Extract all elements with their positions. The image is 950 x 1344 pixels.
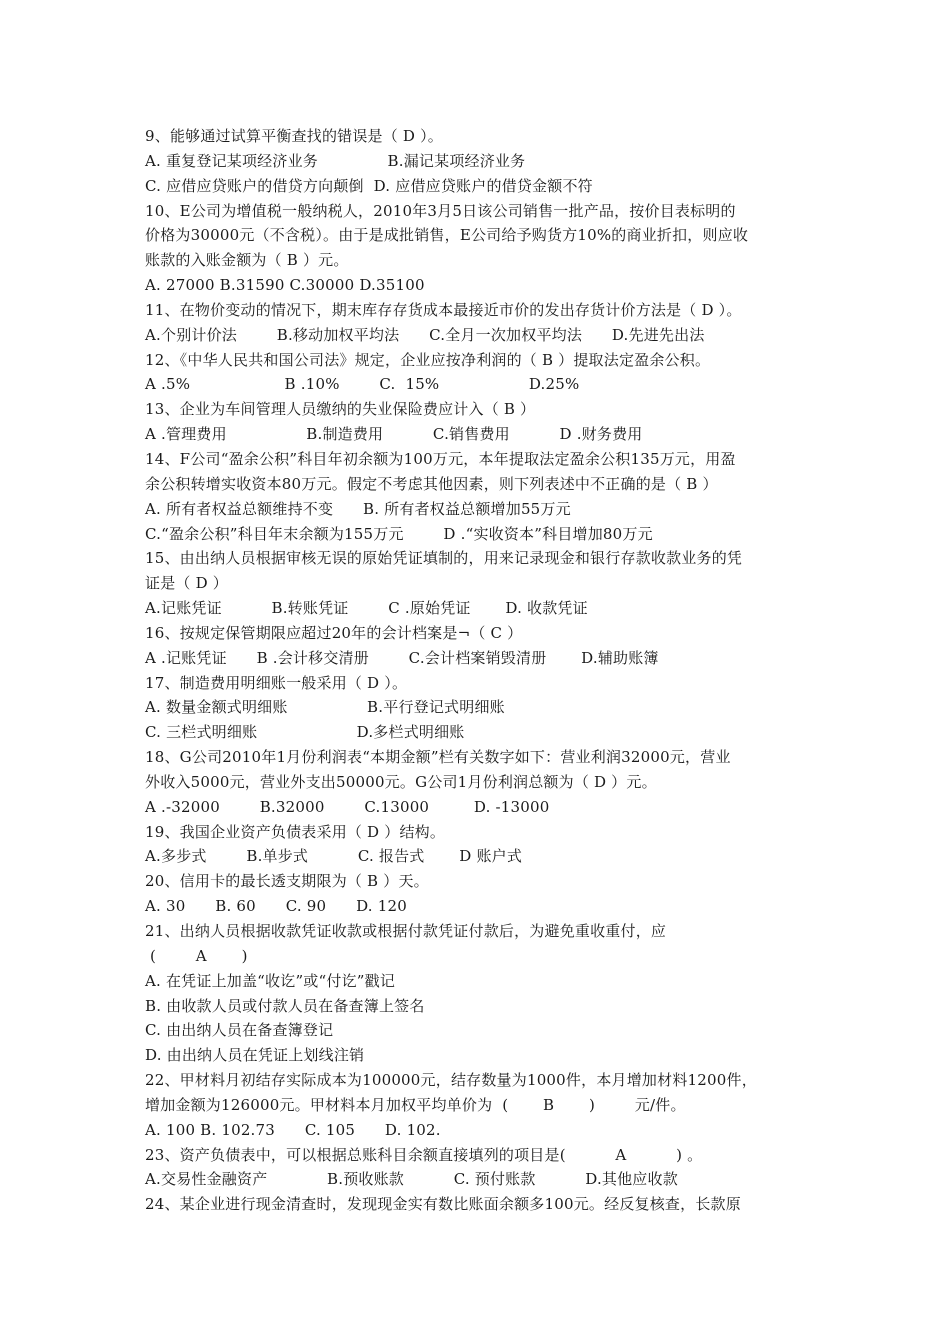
text-line: ( A )	[145, 946, 248, 965]
text-line: 11、在物价变动的情况下，期末库存存货成本最接近市价的发出存货计价方法是（ D ）。	[145, 300, 742, 319]
text-line: 14、F公司“盈余公积”科目年初余额为100万元，本年提取法定盈余公积135万元，用盈	[145, 449, 736, 468]
text-line: 证是（ D ）	[145, 574, 228, 593]
text-line: A.交易性金融资产 B.预收账款 C. 预付账款 D.其他应收款	[145, 1170, 678, 1189]
text-line: 13、企业为车间管理人员缴纳的失业保险费应计入（ B ）	[145, 400, 536, 419]
text-line: A. 重复登记某项经济业务 B.漏记某项经济业务	[145, 151, 526, 170]
text-line: 9、能够通过试算平衡查找的错误是（ D ）。	[145, 127, 444, 145]
text-line: A. 27000 B.31590 C.30000 D.35100	[145, 276, 425, 295]
text-line: 价格为30000元（不含税）。由于是成批销售，E公司给予购货方10%的商业折扣，则应收	[145, 226, 749, 245]
text-line: A. 数量金额式明细账 B.平行登记式明细账	[145, 698, 505, 717]
text-line: 12、《中华人民共和国公司法》规定，企业应按净利润的（ B ）提取法定盈余公积。	[145, 350, 711, 369]
text-line: A. 在凭证上加盖“收讫”或“付讫”戳记	[145, 971, 396, 990]
text-line: A.记账凭证 B.转账凭证 C .原始凭证 D. 收款凭证	[145, 599, 588, 618]
text-line: C. 应借应贷账户的借贷方向颠倒 D. 应借应贷账户的借贷金额不符	[145, 176, 593, 195]
text-line: B. 由收款人员或付款人员在备查簿上签名	[145, 996, 425, 1015]
text-line: 10、E公司为增值税一般纳税人，2010年3月5日该公司销售一批产品，按价目表标明的	[145, 201, 736, 220]
text-line: A .记账凭证 B .会计移交清册 C.会计档案销毁清册 D.辅助账簿	[145, 648, 659, 667]
text-line: 20、信用卡的最长透支期限为（ B ）天。	[145, 872, 429, 891]
text-line: 16、按规定保管期限应超过20年的会计档案是¬（ C ）	[145, 623, 523, 642]
text-line: 24、某企业进行现金清查时，发现现金实有数比账面余额多100元。经反复核查，长款原	[145, 1195, 741, 1214]
text-line: 15、由出纳人员根据审核无误的原始凭证填制的，用来记录现金和银行存款收款业务的凭	[145, 549, 743, 568]
text-line: 增加金额为126000元。甲材料本月加权平均单价为 ( B ) 元/件。	[145, 1095, 686, 1114]
text-line: 余公积转增实收资本80万元。假定不考虑其他因素，则下列表述中不正确的是（ B ）	[145, 474, 718, 493]
text-line: 22、甲材料月初结存实际成本为100000元，结存数量为1000件，本月增加材料1200件，	[145, 1071, 757, 1090]
text-line: A.多步式 B.单步式 C. 报告式 D 账户式	[145, 847, 523, 866]
text-line: 外收入5000元，营业外支出50000元。G公司1月份利润总额为（ D ）元。	[145, 772, 657, 791]
text-line: A .管理费用 B.制造费用 C.销售费用 D .财务费用	[145, 425, 643, 444]
text-line: C.“盈余公积”科目年末余额为155万元 D .“实收资本”科目增加80万元	[145, 524, 653, 543]
text-line: A.个别计价法 B.移动加权平均法 C.全月一次加权平均法 D.先进先出法	[145, 325, 705, 344]
exam-questions	[145, 124, 825, 1217]
text-line: A .5% B .10% C. 15% D.25%	[145, 375, 580, 394]
text-line: D. 由出纳人员在凭证上划线注销	[145, 1046, 365, 1065]
text-line: A. 所有者权益总额维持不变 B. 所有者权益总额增加55万元	[145, 499, 571, 518]
text-line: A. 30 B. 60 C. 90 D. 120	[145, 897, 407, 916]
text-line: 23、资产负债表中，可以根据总账科目余额直接填列的项目是( A ) 。	[145, 1145, 703, 1164]
text-line: 21、出纳人员根据收款凭证收款或根据付款凭证付款后，为避免重收重付，应	[145, 922, 667, 940]
text-line: 19、我国企业资产负债表采用（ D ）结构。	[145, 822, 446, 841]
text-line: A .-32000 B.32000 C.13000 D. -13000	[145, 797, 550, 816]
text-line: C. 三栏式明细账 D.多栏式明细账	[145, 723, 465, 742]
text-line: C. 由出纳人员在备查簿登记	[145, 1021, 334, 1040]
text-line: 18、G公司2010年1月份利润表“本期金额”栏有关数字如下：营业利润32000元，营业	[145, 748, 731, 767]
text-line: 17、制造费用明细账一般采用（ D ）。	[145, 673, 408, 692]
text-line: A. 100 B. 102.73 C. 105 D. 102.	[145, 1120, 441, 1139]
text-line: 账款的入账金额为（ B ）元。	[145, 251, 349, 270]
